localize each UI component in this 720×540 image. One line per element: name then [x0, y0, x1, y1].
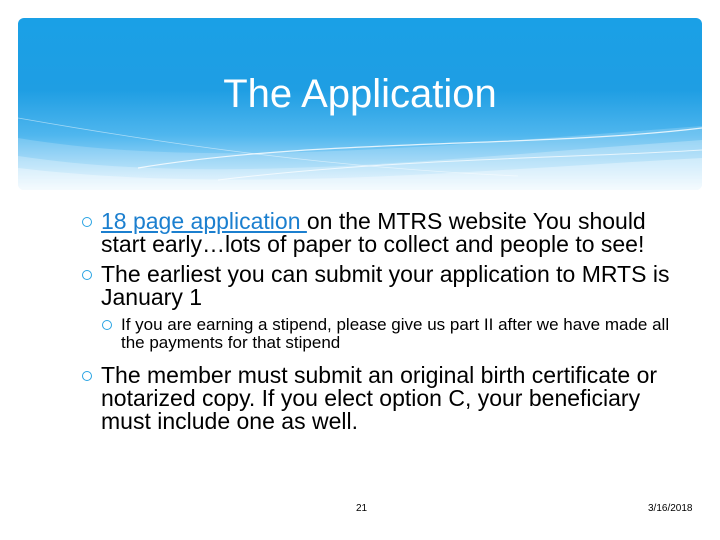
bullet-item — [82, 210, 692, 256]
page-number: 21 — [356, 503, 368, 514]
bullet-list — [82, 210, 692, 440]
bullet-item — [82, 364, 692, 433]
sub-bullet-item — [82, 316, 692, 352]
slide-title: The Application — [223, 72, 497, 116]
bullet-icon — [82, 270, 92, 280]
bullet-icon — [82, 371, 92, 381]
bullet-item — [82, 263, 692, 309]
sub-bullet-text: If you are earning a stipend, please give us part II after we have made all the payments for that stipend — [121, 315, 670, 352]
application-link[interactable]: 18 page application — [101, 208, 307, 234]
title-banner — [18, 18, 702, 190]
slide-date: 3/16/2018 — [648, 503, 693, 514]
bullet-text: The earliest you can submit your application to MRTS is January 1 — [101, 261, 670, 310]
bullet-icon — [102, 320, 112, 330]
bullet-text: The member must submit an original birth certificate or notarized copy. If you elect option C, your beneficiary must include one as well. — [101, 362, 658, 434]
bullet-text: on the MTRS website You should start early…lots of paper to collect and people to see! — [101, 208, 646, 257]
bullet-icon — [82, 217, 92, 227]
